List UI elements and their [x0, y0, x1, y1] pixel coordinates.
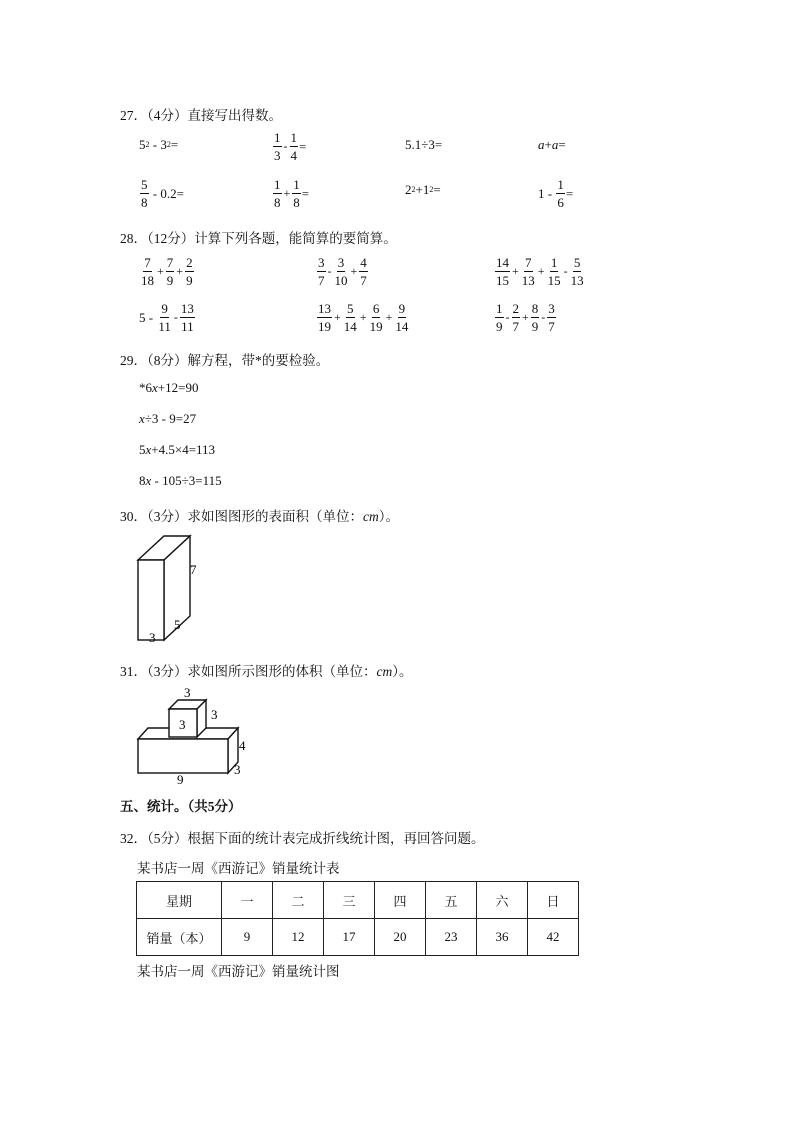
- day-cell: 一: [222, 882, 273, 919]
- q28-expr-2: $\frac{3}{7}$ - $\frac{3}{10}$ + $\frac{4}{7}$: [318, 255, 367, 288]
- q29-equation-3: 5 x +4.5×4=113: [139, 442, 216, 457]
- table-row: [137, 882, 579, 919]
- chart-title: 某书店一周《西游记》销量统计图: [137, 964, 340, 979]
- row-header-weekday: 星期: [137, 882, 222, 919]
- q31-header: 31．（3分）求如图所示图形的体积（单位：cm）。: [120, 664, 413, 679]
- q27-item-b: $\frac{1}{3}$ - $\frac{1}{4}$ =: [274, 130, 307, 163]
- q27-item-h: 1 - $\frac{1}{6}$ =: [538, 177, 574, 210]
- table-row: [137, 919, 579, 956]
- sales-cell: 12: [273, 919, 324, 956]
- day-cell: 六: [477, 882, 528, 919]
- label-height: 7: [190, 562, 197, 577]
- label-block-height: 4: [239, 738, 246, 753]
- q27-item-a: 5 2 - 3 2 =: [139, 137, 179, 152]
- stacked-solid-figure: [134, 684, 250, 784]
- sales-cell: 23: [426, 919, 477, 956]
- day-cell: 日: [528, 882, 579, 919]
- q30-header: 30．（3分）求如图图形的表面积（单位：cm）。: [120, 509, 399, 524]
- q29-equation-4: 8 x - 105÷3=115: [139, 473, 222, 488]
- q28-expr-4: 5 - $\frac{9}{11}$ - $\frac{13}{11}$: [139, 301, 194, 334]
- q27-header: 27．（4分）直接写出得数。: [120, 108, 282, 123]
- q27-item-f: $\frac{1}{8}$ + $\frac{1}{8}$ =: [274, 177, 310, 210]
- sales-cell: 20: [375, 919, 426, 956]
- label-block-depth: 3: [234, 762, 241, 777]
- sales-cell: 9: [222, 919, 273, 956]
- sales-cell: 36: [477, 919, 528, 956]
- label-cube-width: 3: [184, 685, 191, 700]
- q27-item-c: 5.1÷3=: [405, 137, 443, 152]
- q28-expr-1: $\frac{7}{18}$ + $\frac{7}{9}$ + $\frac{2}{9}$: [141, 255, 193, 288]
- day-cell: 五: [426, 882, 477, 919]
- section-heading: 五、统计。（共5分）: [120, 799, 242, 814]
- cuboid-front-face: [138, 560, 164, 640]
- day-cell: 二: [273, 882, 324, 919]
- table-title: 某书店一周《西游记》销量统计表: [137, 861, 340, 876]
- label-cube-height: 3: [179, 717, 186, 732]
- q28-expr-5: $\frac{13}{19}$ + $\frac{5}{14}$ + $\frac{6}{19}$ + $\frac{9}{14}$: [318, 301, 409, 334]
- q28-expr-3: $\frac{14}{15}$ + $\frac{7}{13}$ + $\frac{1}{15}$ - $\frac{5}{13}$: [496, 255, 584, 288]
- sales-table: [136, 881, 579, 956]
- bottom-block-front: [138, 739, 228, 773]
- label-depth: 5: [174, 617, 181, 632]
- label-width: 3: [149, 630, 156, 645]
- sales-cell: 17: [324, 919, 375, 956]
- q29-equation-2: x ÷3 - 9=27: [139, 411, 197, 426]
- q27-item-d: a + a =: [538, 137, 566, 152]
- day-cell: 四: [375, 882, 426, 919]
- q27-item-e: $\frac{5}{8}$ - 0.2=: [141, 177, 184, 210]
- q29-equation-1: *6 x +12=90: [139, 380, 199, 395]
- q27-item-g: 2 2 + 1 2 =: [405, 182, 441, 197]
- q29-header: 29．（8分）解方程，带*的要检验。: [120, 353, 330, 368]
- cuboid-figure: [134, 530, 204, 648]
- q28-header: 28．（12分）计算下列各题，能简算的要简算。: [120, 231, 397, 246]
- q28-expr-6: $\frac{1}{9}$ - $\frac{2}{7}$ + $\frac{8}{9}$ - $\frac{3}{7}$: [496, 301, 555, 334]
- row-header-sales: 销量（本）: [137, 919, 222, 956]
- label-cube-depth: 3: [211, 707, 218, 722]
- q32-header: 32．（5分）根据下面的统计表完成折线统计图，再回答问题。: [120, 831, 485, 846]
- day-cell: 三: [324, 882, 375, 919]
- sales-cell: 42: [528, 919, 579, 956]
- label-block-width: 9: [177, 772, 184, 784]
